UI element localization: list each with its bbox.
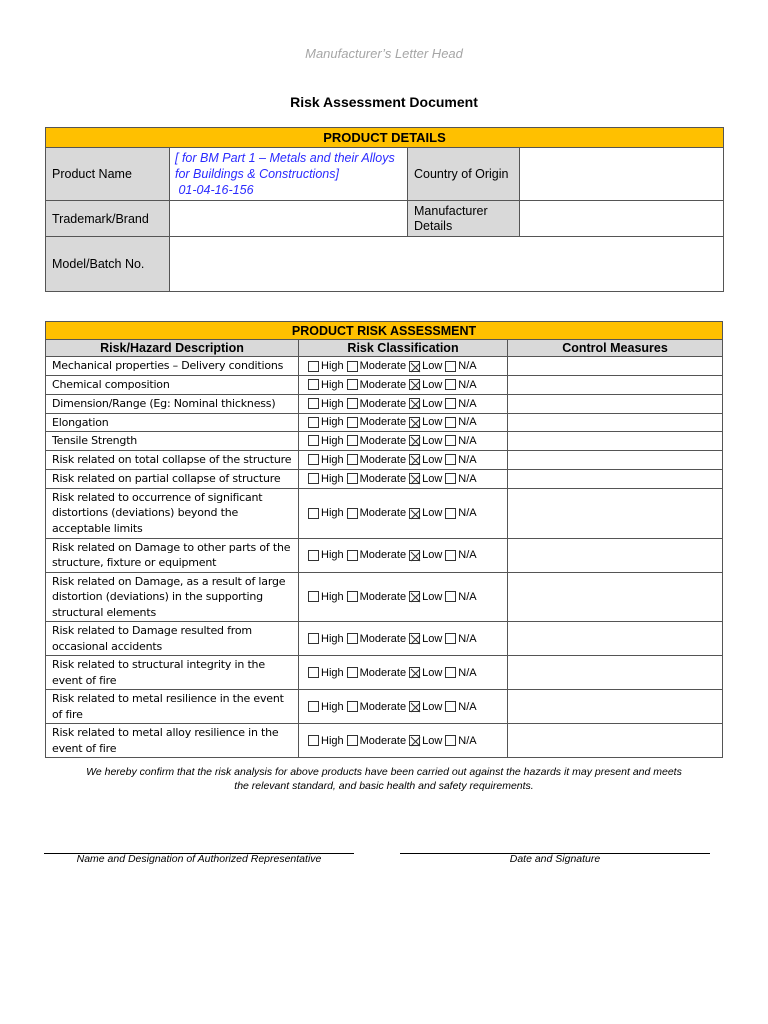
option-label: Moderate <box>359 700 407 713</box>
option-na <box>445 472 479 484</box>
checkbox[interactable] <box>308 735 319 746</box>
option-label: Moderate <box>359 549 407 562</box>
risk-row <box>46 572 723 622</box>
checkbox[interactable] <box>347 591 358 602</box>
option-label: Moderate <box>359 734 407 747</box>
option-label: High <box>321 360 344 373</box>
risk-description: Risk related on total collapse of the structure <box>46 450 299 469</box>
manufacturer-label-line2: Details <box>414 218 453 233</box>
risk-description: Risk related to structural integrity in the event of fire <box>46 656 299 690</box>
checkbox[interactable] <box>308 633 319 644</box>
option-moderate <box>347 379 409 391</box>
option-high <box>308 416 347 428</box>
option-label: Moderate <box>359 507 407 520</box>
option-label: Moderate <box>359 666 407 679</box>
option-label: N/A <box>458 700 477 713</box>
checkbox[interactable] <box>445 550 456 561</box>
product-code: 01-04-16-156 <box>175 183 254 197</box>
option-label: N/A <box>458 632 477 645</box>
option-label: High <box>321 590 344 603</box>
checkbox[interactable] <box>308 398 319 409</box>
checkbox[interactable] <box>445 379 456 390</box>
confirmation-line2: the relevant standard, and basic health and safety requirements. <box>234 780 534 792</box>
option-label: Low <box>422 360 443 373</box>
option-label: High <box>321 507 344 520</box>
option-label: High <box>321 434 344 447</box>
option-label: Moderate <box>359 397 407 410</box>
risk-row <box>46 357 723 376</box>
risk-description: Mechanical properties – Delivery conditions <box>46 357 299 376</box>
option-label: Moderate <box>359 416 407 429</box>
risk-description: Dimension/Range (Eg: Nominal thickness) <box>46 394 299 413</box>
option-moderate <box>347 666 409 678</box>
checkbox[interactable] <box>347 361 358 372</box>
option-label: N/A <box>458 666 477 679</box>
checkbox[interactable] <box>445 667 456 678</box>
option-high <box>308 472 347 484</box>
option-high <box>308 453 347 465</box>
risk-description: Risk related on Damage, as a result of large distortion (deviations) in the supporting structural elements <box>46 572 299 622</box>
checkbox[interactable] <box>445 633 456 644</box>
risk-classification <box>299 622 508 656</box>
option-label: N/A <box>458 378 477 391</box>
checkbox[interactable] <box>347 454 358 465</box>
option-na <box>445 397 479 409</box>
checkbox[interactable] <box>308 361 319 372</box>
option-label: Moderate <box>359 360 407 373</box>
document-title: Risk Assessment Document <box>290 94 478 110</box>
risk-row <box>46 394 723 413</box>
option-label: High <box>321 472 344 485</box>
risk-classification <box>299 724 508 758</box>
option-moderate <box>347 416 409 428</box>
option-na <box>445 507 479 519</box>
checkbox[interactable] <box>445 398 456 409</box>
option-label: Low <box>422 666 443 679</box>
risk-description: Risk related to occurrence of significant distortions (deviations) beyond the acceptable limits <box>46 488 299 538</box>
risk-classification <box>299 690 508 724</box>
checked-checkbox[interactable] <box>409 379 420 390</box>
risk-description: Risk related to Damage resulted from occasional accidents <box>46 622 299 656</box>
option-label: High <box>321 397 344 410</box>
option-moderate <box>347 549 409 561</box>
checkbox[interactable] <box>308 435 319 446</box>
checked-checkbox[interactable] <box>409 508 420 519</box>
name-designation-label: Name and Designation of Authorized Representative <box>76 853 322 865</box>
checked-checkbox[interactable] <box>409 591 420 602</box>
risk-row <box>46 656 723 690</box>
option-label: Low <box>422 734 443 747</box>
option-low <box>409 360 445 372</box>
risk-description: Chemical composition <box>46 376 299 395</box>
col-header-control-measures: Control Measures <box>508 340 723 357</box>
option-low <box>409 734 445 746</box>
option-low <box>409 379 445 391</box>
option-high <box>308 549 347 561</box>
risk-row <box>46 488 723 538</box>
risk-row <box>46 469 723 488</box>
control-measures-cell[interactable] <box>508 450 723 469</box>
control-measures-cell[interactable] <box>508 538 723 572</box>
checkbox[interactable] <box>445 591 456 602</box>
option-label: N/A <box>458 549 477 562</box>
control-measures-cell[interactable] <box>508 432 723 451</box>
checkbox[interactable] <box>308 379 319 390</box>
control-measures-cell[interactable] <box>508 469 723 488</box>
option-high <box>308 379 347 391</box>
manufacturer-details-value[interactable] <box>520 201 724 237</box>
option-label: N/A <box>458 472 477 485</box>
checkbox[interactable] <box>308 508 319 519</box>
checked-checkbox[interactable] <box>409 361 420 372</box>
checked-checkbox[interactable] <box>409 398 420 409</box>
option-label: High <box>321 549 344 562</box>
option-na <box>445 453 479 465</box>
option-label: Low <box>422 434 443 447</box>
option-high <box>308 591 347 603</box>
checkbox[interactable] <box>347 701 358 712</box>
checked-checkbox[interactable] <box>409 454 420 465</box>
option-label: Low <box>422 700 443 713</box>
risk-classification <box>299 488 508 538</box>
control-measures-cell[interactable] <box>508 656 723 690</box>
risk-description: Tensile Strength <box>46 432 299 451</box>
option-moderate <box>347 397 409 409</box>
option-high <box>308 734 347 746</box>
product-name-label: Product Name <box>46 148 170 201</box>
option-label: High <box>321 378 344 391</box>
risk-row <box>46 450 723 469</box>
option-low <box>409 435 445 447</box>
product-details-header: PRODUCT DETAILS <box>46 128 724 148</box>
checkbox[interactable] <box>308 591 319 602</box>
option-label: N/A <box>458 397 477 410</box>
control-measures-cell[interactable] <box>508 413 723 432</box>
checkbox[interactable] <box>347 473 358 484</box>
product-name-line2: for Buildings & Constructions] <box>175 167 339 181</box>
option-label: N/A <box>458 416 477 429</box>
model-batch-label: Model/Batch No. <box>46 237 170 292</box>
checkbox[interactable] <box>308 473 319 484</box>
product-name-value[interactable] <box>170 148 408 201</box>
risk-row <box>46 690 723 724</box>
checkbox[interactable] <box>308 550 319 561</box>
option-low <box>409 591 445 603</box>
option-na <box>445 700 479 712</box>
risk-assessment-header: PRODUCT RISK ASSESSMENT <box>46 322 723 340</box>
checkbox[interactable] <box>445 435 456 446</box>
option-high <box>308 700 347 712</box>
control-measures-cell[interactable] <box>508 572 723 622</box>
checkbox[interactable] <box>445 454 456 465</box>
option-moderate <box>347 734 409 746</box>
option-label: Low <box>422 453 443 466</box>
option-moderate <box>347 360 409 372</box>
option-low <box>409 632 445 644</box>
trademark-value[interactable] <box>170 201 408 237</box>
risk-classification <box>299 413 508 432</box>
risk-description: Risk related on partial collapse of structure <box>46 469 299 488</box>
checkbox[interactable] <box>445 361 456 372</box>
risk-classification <box>299 572 508 622</box>
option-na <box>445 435 479 447</box>
checkbox[interactable] <box>308 454 319 465</box>
option-low <box>409 700 445 712</box>
option-label: Low <box>422 472 443 485</box>
risk-classification <box>299 538 508 572</box>
checked-checkbox[interactable] <box>409 735 420 746</box>
option-low <box>409 397 445 409</box>
option-label: Moderate <box>359 472 407 485</box>
option-moderate <box>347 435 409 447</box>
checkbox[interactable] <box>445 735 456 746</box>
option-low <box>409 507 445 519</box>
option-na <box>445 379 479 391</box>
option-moderate <box>347 591 409 603</box>
option-label: Low <box>422 416 443 429</box>
option-low <box>409 666 445 678</box>
option-low <box>409 472 445 484</box>
checked-checkbox[interactable] <box>409 667 420 678</box>
option-na <box>445 360 479 372</box>
option-label: Low <box>422 397 443 410</box>
control-measures-cell[interactable] <box>508 724 723 758</box>
option-high <box>308 435 347 447</box>
option-label: Moderate <box>359 434 407 447</box>
option-label: High <box>321 666 344 679</box>
checkbox[interactable] <box>347 398 358 409</box>
risk-row <box>46 622 723 656</box>
option-label: High <box>321 734 344 747</box>
option-label: N/A <box>458 360 477 373</box>
option-label: Moderate <box>359 378 407 391</box>
product-name-line1: [ for BM Part 1 – Metals and their Alloys <box>175 151 395 165</box>
risk-description: Risk related on Damage to other parts of the structure, fixture or equipment <box>46 538 299 572</box>
checkbox[interactable] <box>347 435 358 446</box>
option-label: N/A <box>458 453 477 466</box>
checkbox[interactable] <box>308 701 319 712</box>
country-of-origin-value[interactable] <box>520 148 724 201</box>
option-low <box>409 416 445 428</box>
risk-row <box>46 724 723 758</box>
option-label: High <box>321 416 344 429</box>
product-details-table <box>45 127 724 292</box>
option-label: Moderate <box>359 590 407 603</box>
option-na <box>445 416 479 428</box>
control-measures-cell[interactable] <box>508 357 723 376</box>
checked-checkbox[interactable] <box>409 473 420 484</box>
risk-description: Risk related to metal alloy resilience in the event of fire <box>46 724 299 758</box>
checkbox[interactable] <box>347 735 358 746</box>
checkbox[interactable] <box>445 701 456 712</box>
risk-classification <box>299 450 508 469</box>
checkbox[interactable] <box>347 508 358 519</box>
option-label: N/A <box>458 734 477 747</box>
risk-description: Elongation <box>46 413 299 432</box>
model-batch-value[interactable] <box>170 237 724 292</box>
option-label: Low <box>422 632 443 645</box>
control-measures-cell[interactable] <box>508 376 723 395</box>
option-moderate <box>347 453 409 465</box>
manufacturer-label-line1: Manufacturer <box>414 203 488 218</box>
risk-classification <box>299 469 508 488</box>
risk-classification <box>299 656 508 690</box>
risk-classification <box>299 357 508 376</box>
confirmation-line1: We hereby confirm that the risk analysis for above products have been carried out against the hazards it may present and meets <box>86 766 682 778</box>
checkbox[interactable] <box>445 508 456 519</box>
manufacturer-details-label <box>408 201 520 237</box>
option-moderate <box>347 507 409 519</box>
option-label: N/A <box>458 434 477 447</box>
option-moderate <box>347 632 409 644</box>
col-header-classification: Risk Classification <box>299 340 508 357</box>
country-of-origin-label: Country of Origin <box>408 148 520 201</box>
option-low <box>409 453 445 465</box>
option-label: N/A <box>458 507 477 520</box>
checked-checkbox[interactable] <box>409 550 420 561</box>
option-label: N/A <box>458 590 477 603</box>
option-label: High <box>321 632 344 645</box>
checked-checkbox[interactable] <box>409 417 420 428</box>
risk-row <box>46 432 723 451</box>
checked-checkbox[interactable] <box>409 435 420 446</box>
option-label: Low <box>422 590 443 603</box>
option-label: Low <box>422 507 443 520</box>
option-label: Low <box>422 378 443 391</box>
option-moderate <box>347 472 409 484</box>
checkbox[interactable] <box>308 667 319 678</box>
risk-description: Risk related to metal resilience in the event of fire <box>46 690 299 724</box>
option-high <box>308 360 347 372</box>
risk-assessment-table <box>45 321 723 758</box>
option-na <box>445 666 479 678</box>
option-label: Moderate <box>359 453 407 466</box>
date-signature-label: Date and Signature <box>509 853 601 865</box>
option-label: Moderate <box>359 632 407 645</box>
option-moderate <box>347 700 409 712</box>
checked-checkbox[interactable] <box>409 633 420 644</box>
checkbox[interactable] <box>445 417 456 428</box>
risk-classification <box>299 432 508 451</box>
option-high <box>308 507 347 519</box>
checkbox[interactable] <box>445 473 456 484</box>
checkbox[interactable] <box>347 417 358 428</box>
checkbox[interactable] <box>308 417 319 428</box>
option-label: Low <box>422 549 443 562</box>
option-high <box>308 397 347 409</box>
risk-row <box>46 376 723 395</box>
checkbox[interactable] <box>347 379 358 390</box>
option-low <box>409 549 445 561</box>
option-na <box>445 591 479 603</box>
option-high <box>308 632 347 644</box>
control-measures-cell[interactable] <box>508 394 723 413</box>
risk-row <box>46 413 723 432</box>
checkbox[interactable] <box>347 550 358 561</box>
option-high <box>308 666 347 678</box>
option-label: High <box>321 700 344 713</box>
checkbox[interactable] <box>347 633 358 644</box>
trademark-label: Trademark/Brand <box>46 201 170 237</box>
option-label: High <box>321 453 344 466</box>
col-header-description: Risk/Hazard Description <box>46 340 299 357</box>
option-na <box>445 632 479 644</box>
letterhead: Manufacturer’s Letter Head <box>305 46 463 61</box>
option-na <box>445 734 479 746</box>
control-measures-cell[interactable] <box>508 622 723 656</box>
checked-checkbox[interactable] <box>409 701 420 712</box>
confirmation-statement <box>45 765 723 793</box>
risk-classification <box>299 394 508 413</box>
risk-classification <box>299 376 508 395</box>
risk-row <box>46 538 723 572</box>
control-measures-cell[interactable] <box>508 690 723 724</box>
checkbox[interactable] <box>347 667 358 678</box>
option-na <box>445 549 479 561</box>
control-measures-cell[interactable] <box>508 488 723 538</box>
